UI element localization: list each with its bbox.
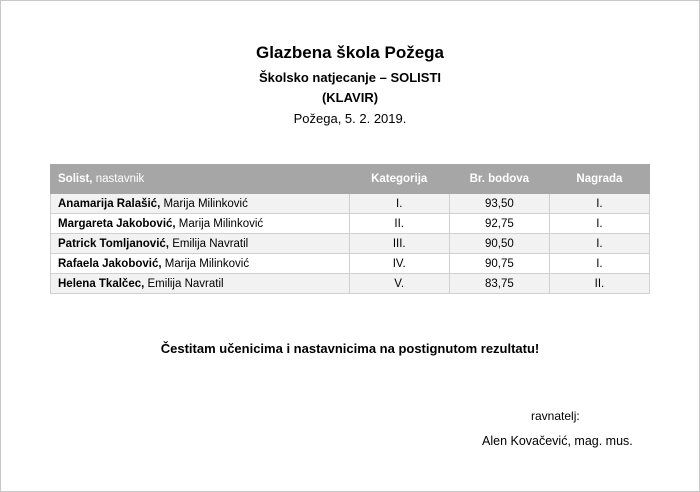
table-row: [51, 214, 650, 234]
teacher-name: Marija Milinković: [160, 197, 248, 210]
cell-category: IV.: [349, 254, 449, 274]
cell-points: 90,75: [449, 254, 549, 274]
results-table: [50, 164, 650, 294]
student-name: Rafaela Jakobović,: [58, 257, 162, 270]
cell-category: I.: [349, 194, 449, 214]
table-header-row: [51, 165, 650, 194]
cell-points: 93,50: [449, 194, 549, 214]
header-soloist-teacher: nastavnik: [92, 173, 145, 185]
signature-name: Alen Kovačević, mag. mus.: [482, 434, 633, 448]
cell-award: I.: [549, 254, 649, 274]
cell-soloist: [51, 254, 350, 274]
student-name: Patrick Tomljanović,: [58, 237, 169, 250]
discipline-label: (KLAVIR): [321, 90, 379, 105]
cell-award: I.: [549, 214, 649, 234]
cell-points: 92,75: [449, 214, 549, 234]
signature-role: ravnatelj:: [531, 409, 580, 423]
cell-category: III.: [349, 234, 449, 254]
table-row: [51, 274, 650, 294]
student-name: Anamarija Ralašić,: [58, 197, 161, 210]
table-row: [51, 194, 650, 214]
competition-title: Školsko natjecanje – SOLISTI: [258, 70, 442, 85]
header-points: Br. bodova: [449, 165, 549, 194]
cell-points: 83,75: [449, 274, 549, 294]
cell-soloist: [51, 234, 350, 254]
cell-soloist: [51, 274, 350, 294]
cell-award: I.: [549, 194, 649, 214]
table-row: [51, 234, 650, 254]
student-name: Margareta Jakobović,: [58, 217, 176, 230]
teacher-name: Emilija Navratil: [144, 277, 224, 290]
teacher-name: Marija Milinković: [175, 217, 264, 230]
cell-award: I.: [549, 234, 649, 254]
cell-category: II.: [349, 214, 449, 234]
student-name: Helena Tkalčec,: [58, 277, 145, 290]
cell-category: V.: [349, 274, 449, 294]
header-category: Kategorija: [349, 165, 449, 194]
cell-soloist: [51, 214, 350, 234]
school-title: Glazbena škola Požega: [255, 43, 444, 62]
cell-points: 90,50: [449, 234, 549, 254]
teacher-name: Emilija Navratil: [169, 237, 249, 250]
teacher-name: Marija Milinković: [161, 257, 250, 270]
cell-soloist: [51, 194, 350, 214]
header-award: Nagrada: [549, 165, 649, 194]
table-row: [51, 254, 650, 274]
congratulations-text: Čestitam učenicima i nastavnicima na postignutom rezultatu!: [160, 341, 540, 356]
header-soloist-bold: Solist,: [58, 173, 93, 185]
cell-award: II.: [549, 274, 649, 294]
header-soloist: [51, 165, 350, 194]
date-line: Požega, 5. 2. 2019.: [293, 111, 407, 126]
